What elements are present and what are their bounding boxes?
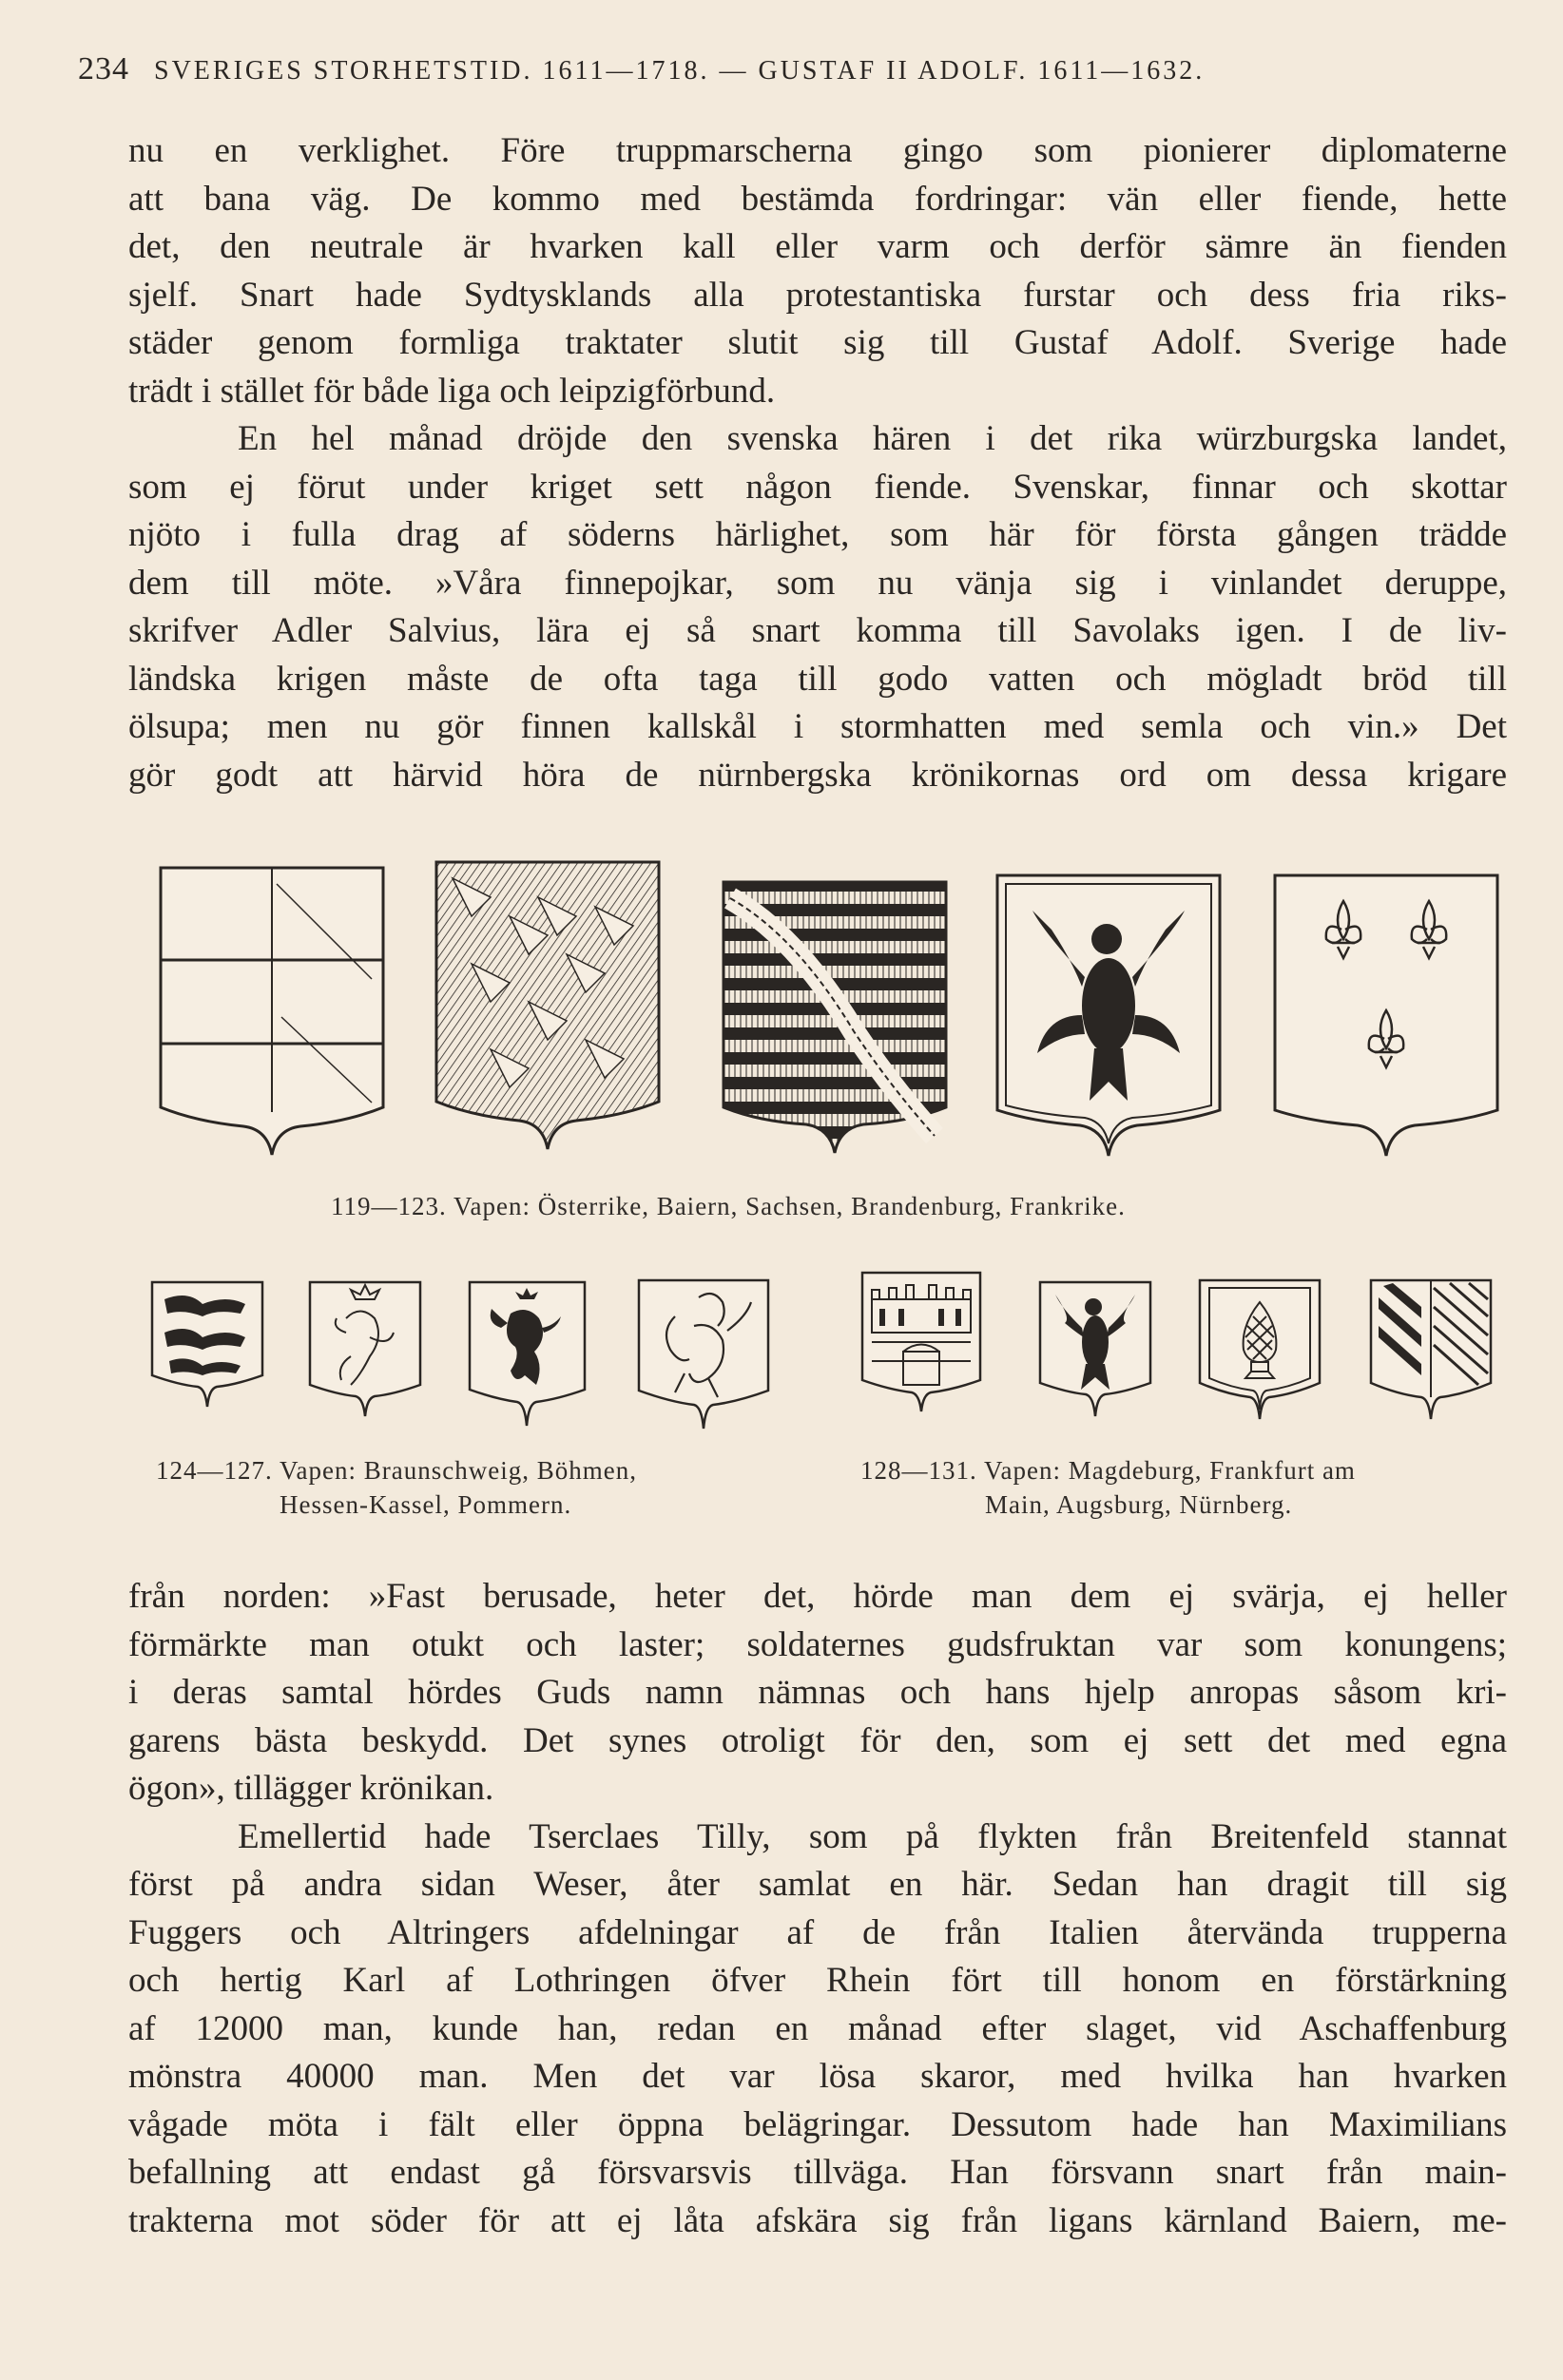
shield-pommern	[637, 1278, 770, 1434]
shield-augsburg	[1198, 1278, 1322, 1425]
text-line: trädt i stället för både liga och leipzigförbund.	[128, 371, 776, 411]
shield-bohmen	[308, 1280, 422, 1422]
running-header	[78, 51, 1504, 87]
text-line: gör godt att härvid höra de nürnbergska krönikornas ord om dessa krigare	[128, 755, 1507, 795]
shield-braunschweig	[150, 1280, 264, 1412]
shield-sachsen	[721, 879, 949, 1155]
text-line: först på andra sidan Weser, åter samlat en här. Sedan han dragit till sig	[128, 1865, 1507, 1904]
text-line: befallning att endast gå försvarsvis tillväga. Han försvann snart från main-	[128, 2153, 1507, 2192]
shield-hessen-kassel	[468, 1280, 587, 1431]
shield-frankfurt	[1038, 1280, 1152, 1422]
shield-magdeburg	[860, 1271, 982, 1417]
figure-1-caption: 119—123. Vapen: Österrike, Baiern, Sachsen, Brandenburg, Frankrike.	[331, 1192, 1126, 1220]
text-line: dem till möte. »Våra finnepojkar, som nu vänja sig i vinlandet deruppe,	[128, 563, 1507, 603]
text-line: mönstra 40000 man. Men det var lösa skaror, med hvilka han hvarken	[128, 2057, 1507, 2096]
shield-frankrike	[1272, 873, 1500, 1158]
text-line: städer genom formliga traktater slutit sig till Gustaf Adolf. Sverige hade	[128, 323, 1507, 362]
text-line: förmärkte man otukt och laster; soldaternes gudsfruktan var som konungens;	[128, 1624, 1507, 1664]
text-line: nu en verklighet. Före truppmarscherna gingo som pionierer diplomaterne	[128, 131, 1507, 170]
text-line: skrifver Adler Salvius, lära ej så snart komma till Savolaks igen. I de liv-	[128, 611, 1507, 650]
figure-2-caption-left-line1: 124—127. Vapen: Braunschweig, Böhmen,	[156, 1456, 637, 1485]
text-line: vågade möta i fält eller öppna belägringar. Dessutom hade han Maximilians	[128, 2104, 1507, 2144]
shield-baiern	[434, 859, 662, 1154]
text-line: att bana väg. De kommo med bestämda fordringar: vän eller fiende, hette	[128, 179, 1507, 219]
paragraph-top	[128, 127, 1507, 799]
text-line: som ej förut under kriget sett någon fiende. Svenskar, finnar och skottar	[128, 467, 1507, 507]
figure-2-caption-left-line2: Hessen-Kassel, Pommern.	[280, 1490, 572, 1519]
paragraph-bottom	[128, 1573, 1507, 2245]
text-line: trakterna mot söder för att ej låta afskära sig från ligans kärnland Baiern, me-	[128, 2200, 1507, 2240]
running-title: SVERIGES STORHETSTID. 1611—1718. — GUSTAF II ADOLF. 1611—1632.	[154, 56, 1206, 86]
text-line: En hel månad dröjde den svenska hären i det rika würzburgska landet,	[238, 419, 1507, 458]
text-line: Fuggers och Altringers afdelningar af de från Italien återvända trupperna	[128, 1912, 1507, 1952]
figure-2-caption-right-line1: 128—131. Vapen: Magdeburg, Frankfurt am	[860, 1456, 1356, 1485]
text-line: njöto i fulla drag af söderns härlighet, som här för första gången trädde	[128, 515, 1507, 554]
text-line: sjelf. Snart hade Sydtysklands alla protestantiska furstar och dess fria riks-	[128, 275, 1507, 315]
text-line: och hertig Karl af Lothringen öfver Rhein fört till honom en förstärkning	[128, 1961, 1507, 2000]
shield-brandenburg	[994, 873, 1223, 1158]
text-line: af 12000 man, kunde han, redan en månad efter slaget, vid Aschaffenburg	[128, 2008, 1507, 2048]
text-line: ölsupa; men nu gör finnen kallskål i stormhatten med semla och vin.» Det	[128, 707, 1507, 746]
figure-2-caption-right-line2: Main, Augsburg, Nürnberg.	[985, 1490, 1293, 1519]
text-line: garens bästa beskydd. Det synes otroligt för den, som ej sett det med egna	[128, 1720, 1507, 1760]
text-line: Emellertid hade Tserclaes Tilly, som på flykten från Breitenfeld stannat	[238, 1816, 1507, 1856]
text-line: det, den neutrale är hvarken kall eller varm och derför sämre än fienden	[128, 227, 1507, 266]
text-line: ögon», tillägger krönikan.	[128, 1769, 494, 1808]
shield-nurnberg	[1369, 1278, 1493, 1425]
page-number: 234	[78, 51, 129, 86]
shield-osterrike	[158, 865, 386, 1160]
text-line: i deras samtal hördes Guds namn nämnas och hans hjelp anropas såsom kri-	[128, 1673, 1507, 1712]
text-line: ländska krigen måste de ofta taga till godo vatten och mögladt bröd till	[128, 659, 1507, 699]
text-line: från norden: »Fast berusade, heter det, hörde man dem ej svärja, ej heller	[128, 1577, 1507, 1616]
